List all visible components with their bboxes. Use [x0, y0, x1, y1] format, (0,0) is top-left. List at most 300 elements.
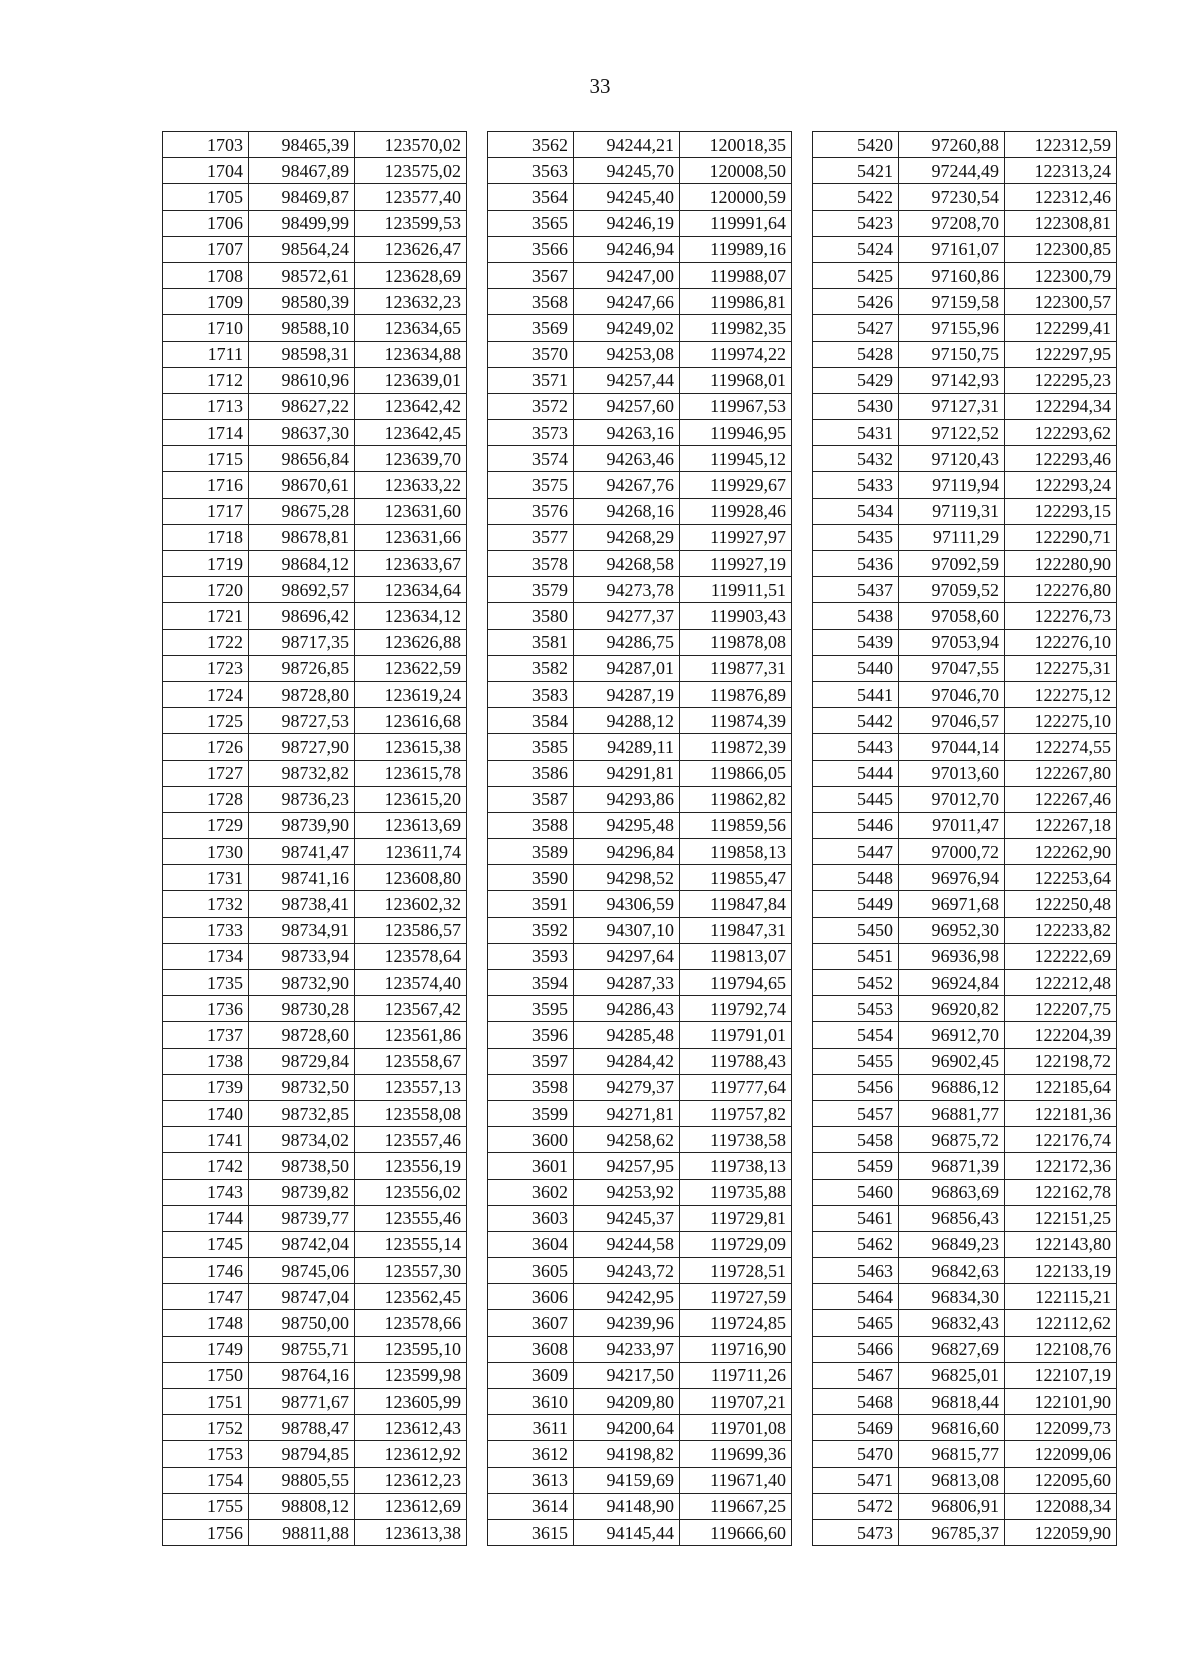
y-coordinate-cell: 119989,16: [680, 236, 792, 262]
point-number-cell: 1723: [163, 655, 249, 681]
y-coordinate-cell: 123632,23: [355, 289, 467, 315]
point-number-cell: 3579: [488, 577, 574, 603]
table-row: [813, 498, 1117, 524]
x-coordinate-cell: 97142,93: [899, 367, 1005, 393]
y-coordinate-cell: 123570,02: [355, 132, 467, 158]
table-row: [163, 1441, 467, 1467]
table-row: [163, 262, 467, 288]
y-coordinate-cell: 119859,56: [680, 812, 792, 838]
y-coordinate-cell: 123574,40: [355, 970, 467, 996]
x-coordinate-cell: 97059,52: [899, 577, 1005, 603]
table-row: [163, 367, 467, 393]
x-coordinate-cell: 94245,40: [574, 184, 680, 210]
point-number-cell: 1750: [163, 1362, 249, 1388]
x-coordinate-cell: 98598,31: [249, 341, 355, 367]
y-coordinate-cell: 122293,62: [1005, 420, 1117, 446]
x-coordinate-cell: 96871,39: [899, 1153, 1005, 1179]
table-row: [163, 1153, 467, 1179]
point-number-cell: 1735: [163, 970, 249, 996]
x-coordinate-cell: 98717,35: [249, 629, 355, 655]
table-row: [163, 786, 467, 812]
point-number-cell: 3567: [488, 262, 574, 288]
table-row: [488, 1362, 792, 1388]
table-row: [163, 184, 467, 210]
coordinates-table-3: [812, 131, 1117, 1546]
point-number-cell: 3608: [488, 1336, 574, 1362]
point-number-cell: 1741: [163, 1127, 249, 1153]
y-coordinate-cell: 119667,25: [680, 1493, 792, 1519]
table-row: [163, 1493, 467, 1519]
point-number-cell: 5454: [813, 1022, 899, 1048]
table-row: [488, 472, 792, 498]
y-coordinate-cell: 123558,67: [355, 1048, 467, 1074]
point-number-cell: 1751: [163, 1389, 249, 1415]
point-number-cell: 5440: [813, 655, 899, 681]
x-coordinate-cell: 97159,58: [899, 289, 1005, 315]
table-row: [488, 1389, 792, 1415]
point-number-cell: 5460: [813, 1179, 899, 1205]
x-coordinate-cell: 94267,76: [574, 472, 680, 498]
x-coordinate-cell: 96827,69: [899, 1336, 1005, 1362]
table-row: [813, 1519, 1117, 1545]
point-number-cell: 1716: [163, 472, 249, 498]
point-number-cell: 5424: [813, 236, 899, 262]
point-number-cell: 1745: [163, 1231, 249, 1257]
y-coordinate-cell: 119794,65: [680, 970, 792, 996]
y-coordinate-cell: 119874,39: [680, 708, 792, 734]
table-row: [488, 210, 792, 236]
table-row: [813, 1441, 1117, 1467]
x-coordinate-cell: 98588,10: [249, 315, 355, 341]
x-coordinate-cell: 98805,55: [249, 1467, 355, 1493]
table-row: [488, 786, 792, 812]
table-row: [813, 393, 1117, 419]
table-row: [163, 132, 467, 158]
x-coordinate-cell: 98734,91: [249, 917, 355, 943]
point-number-cell: 1707: [163, 236, 249, 262]
x-coordinate-cell: 98692,57: [249, 577, 355, 603]
y-coordinate-cell: 119699,36: [680, 1441, 792, 1467]
y-coordinate-cell: 123642,42: [355, 393, 467, 419]
y-coordinate-cell: 119847,31: [680, 917, 792, 943]
point-number-cell: 5438: [813, 603, 899, 629]
x-coordinate-cell: 94279,37: [574, 1074, 680, 1100]
y-coordinate-cell: 123639,70: [355, 446, 467, 472]
x-coordinate-cell: 94198,82: [574, 1441, 680, 1467]
point-number-cell: 3570: [488, 341, 574, 367]
x-coordinate-cell: 96813,08: [899, 1467, 1005, 1493]
table-row: [163, 1127, 467, 1153]
table-row: [488, 655, 792, 681]
x-coordinate-cell: 98734,02: [249, 1127, 355, 1153]
point-number-cell: 1733: [163, 917, 249, 943]
y-coordinate-cell: 122204,39: [1005, 1022, 1117, 1048]
x-coordinate-cell: 94298,52: [574, 865, 680, 891]
y-coordinate-cell: 123613,38: [355, 1519, 467, 1545]
x-coordinate-cell: 94247,00: [574, 262, 680, 288]
table-row: [488, 970, 792, 996]
point-number-cell: 1715: [163, 446, 249, 472]
point-number-cell: 1710: [163, 315, 249, 341]
y-coordinate-cell: 123586,57: [355, 917, 467, 943]
x-coordinate-cell: 98736,23: [249, 786, 355, 812]
x-coordinate-cell: 98730,28: [249, 996, 355, 1022]
x-coordinate-cell: 94159,69: [574, 1467, 680, 1493]
x-coordinate-cell: 96832,43: [899, 1310, 1005, 1336]
y-coordinate-cell: 122198,72: [1005, 1048, 1117, 1074]
point-number-cell: 5448: [813, 865, 899, 891]
y-coordinate-cell: 122099,06: [1005, 1441, 1117, 1467]
table-row: [813, 1153, 1117, 1179]
y-coordinate-cell: 119791,01: [680, 1022, 792, 1048]
table-row: [163, 760, 467, 786]
y-coordinate-cell: 120000,59: [680, 184, 792, 210]
x-coordinate-cell: 94145,44: [574, 1519, 680, 1545]
y-coordinate-cell: 120018,35: [680, 132, 792, 158]
point-number-cell: 3613: [488, 1467, 574, 1493]
y-coordinate-cell: 119927,19: [680, 551, 792, 577]
x-coordinate-cell: 97012,70: [899, 786, 1005, 812]
point-number-cell: 5471: [813, 1467, 899, 1493]
table-row: [163, 1310, 467, 1336]
y-coordinate-cell: 123567,42: [355, 996, 467, 1022]
point-number-cell: 5456: [813, 1074, 899, 1100]
y-coordinate-cell: 122222,69: [1005, 943, 1117, 969]
point-number-cell: 5441: [813, 681, 899, 707]
y-coordinate-cell: 123634,65: [355, 315, 467, 341]
x-coordinate-cell: 98739,77: [249, 1205, 355, 1231]
table-row: [813, 1074, 1117, 1100]
table-row: [163, 158, 467, 184]
table-row: [813, 865, 1117, 891]
y-coordinate-cell: 122275,10: [1005, 708, 1117, 734]
y-coordinate-cell: 119929,67: [680, 472, 792, 498]
x-coordinate-cell: 98726,85: [249, 655, 355, 681]
point-number-cell: 5434: [813, 498, 899, 524]
table-row: [813, 262, 1117, 288]
y-coordinate-cell: 119855,47: [680, 865, 792, 891]
point-number-cell: 1718: [163, 524, 249, 550]
point-number-cell: 3609: [488, 1362, 574, 1388]
x-coordinate-cell: 98684,12: [249, 551, 355, 577]
coordinates-table-1: [162, 131, 467, 1546]
y-coordinate-cell: 123634,12: [355, 603, 467, 629]
x-coordinate-cell: 98755,71: [249, 1336, 355, 1362]
y-coordinate-cell: 119945,12: [680, 446, 792, 472]
table-row: [163, 551, 467, 577]
point-number-cell: 1755: [163, 1493, 249, 1519]
y-coordinate-cell: 122099,73: [1005, 1415, 1117, 1441]
x-coordinate-cell: 97155,96: [899, 315, 1005, 341]
table-row: [488, 262, 792, 288]
point-number-cell: 1753: [163, 1441, 249, 1467]
x-coordinate-cell: 98808,12: [249, 1493, 355, 1519]
table-row: [488, 708, 792, 734]
y-coordinate-cell: 123613,69: [355, 812, 467, 838]
y-coordinate-cell: 119988,07: [680, 262, 792, 288]
y-coordinate-cell: 119738,58: [680, 1127, 792, 1153]
x-coordinate-cell: 98741,16: [249, 865, 355, 891]
x-coordinate-cell: 98794,85: [249, 1441, 355, 1467]
point-number-cell: 1754: [163, 1467, 249, 1493]
y-coordinate-cell: 123615,20: [355, 786, 467, 812]
x-coordinate-cell: 98675,28: [249, 498, 355, 524]
y-coordinate-cell: 123615,38: [355, 734, 467, 760]
point-number-cell: 5446: [813, 812, 899, 838]
point-number-cell: 1709: [163, 289, 249, 315]
x-coordinate-cell: 94287,01: [574, 655, 680, 681]
x-coordinate-cell: 94257,44: [574, 367, 680, 393]
table-row: [488, 1022, 792, 1048]
point-number-cell: 1719: [163, 551, 249, 577]
y-coordinate-cell: 122253,64: [1005, 865, 1117, 891]
point-number-cell: 3611: [488, 1415, 574, 1441]
table-row: [488, 420, 792, 446]
y-coordinate-cell: 123602,32: [355, 891, 467, 917]
x-coordinate-cell: 98727,53: [249, 708, 355, 734]
table-row: [488, 132, 792, 158]
table-row: [488, 498, 792, 524]
point-number-cell: 5455: [813, 1048, 899, 1074]
table-row: [813, 158, 1117, 184]
point-number-cell: 3588: [488, 812, 574, 838]
table-row: [163, 446, 467, 472]
table-row: [813, 1127, 1117, 1153]
point-number-cell: 3606: [488, 1284, 574, 1310]
point-number-cell: 1724: [163, 681, 249, 707]
point-number-cell: 5442: [813, 708, 899, 734]
x-coordinate-cell: 94277,37: [574, 603, 680, 629]
table-row: [813, 839, 1117, 865]
x-coordinate-cell: 94257,60: [574, 393, 680, 419]
table-row: [488, 289, 792, 315]
point-number-cell: 1744: [163, 1205, 249, 1231]
point-number-cell: 3604: [488, 1231, 574, 1257]
table-row: [488, 1153, 792, 1179]
x-coordinate-cell: 94239,96: [574, 1310, 680, 1336]
x-coordinate-cell: 96863,69: [899, 1179, 1005, 1205]
point-number-cell: 5422: [813, 184, 899, 210]
point-number-cell: 3566: [488, 236, 574, 262]
x-coordinate-cell: 98564,24: [249, 236, 355, 262]
x-coordinate-cell: 94243,72: [574, 1258, 680, 1284]
x-coordinate-cell: 94286,75: [574, 629, 680, 655]
table-row: [163, 603, 467, 629]
x-coordinate-cell: 94287,19: [574, 681, 680, 707]
x-coordinate-cell: 94209,80: [574, 1389, 680, 1415]
y-coordinate-cell: 119847,84: [680, 891, 792, 917]
y-coordinate-cell: 122088,34: [1005, 1493, 1117, 1519]
y-coordinate-cell: 122207,75: [1005, 996, 1117, 1022]
table-row: [488, 1310, 792, 1336]
table-row: [163, 655, 467, 681]
x-coordinate-cell: 98732,90: [249, 970, 355, 996]
table-row: [488, 577, 792, 603]
y-coordinate-cell: 122300,85: [1005, 236, 1117, 262]
y-coordinate-cell: 119878,08: [680, 629, 792, 655]
x-coordinate-cell: 94273,78: [574, 577, 680, 603]
x-coordinate-cell: 94285,48: [574, 1022, 680, 1048]
x-coordinate-cell: 94297,64: [574, 943, 680, 969]
page-number: 33: [589, 74, 611, 98]
table-row: [813, 943, 1117, 969]
point-number-cell: 1739: [163, 1074, 249, 1100]
y-coordinate-cell: 123561,86: [355, 1022, 467, 1048]
table-row: [163, 734, 467, 760]
x-coordinate-cell: 98580,39: [249, 289, 355, 315]
x-coordinate-cell: 97044,14: [899, 734, 1005, 760]
x-coordinate-cell: 94291,81: [574, 760, 680, 786]
x-coordinate-cell: 97013,60: [899, 760, 1005, 786]
y-coordinate-cell: 123622,59: [355, 655, 467, 681]
y-coordinate-cell: 123633,22: [355, 472, 467, 498]
y-coordinate-cell: 123612,92: [355, 1441, 467, 1467]
table-row: [488, 1284, 792, 1310]
table-row: [488, 1467, 792, 1493]
table-row: [813, 1048, 1117, 1074]
table-row: [163, 1179, 467, 1205]
point-number-cell: 3564: [488, 184, 574, 210]
point-number-cell: 5430: [813, 393, 899, 419]
x-coordinate-cell: 94306,59: [574, 891, 680, 917]
y-coordinate-cell: 119707,21: [680, 1389, 792, 1415]
y-coordinate-cell: 123555,14: [355, 1231, 467, 1257]
x-coordinate-cell: 97000,72: [899, 839, 1005, 865]
point-number-cell: 3582: [488, 655, 574, 681]
table-row: [813, 629, 1117, 655]
y-coordinate-cell: 119738,13: [680, 1153, 792, 1179]
y-coordinate-cell: 122059,90: [1005, 1519, 1117, 1545]
x-coordinate-cell: 96785,37: [899, 1519, 1005, 1545]
point-number-cell: 5465: [813, 1310, 899, 1336]
x-coordinate-cell: 94253,92: [574, 1179, 680, 1205]
point-number-cell: 5437: [813, 577, 899, 603]
point-number-cell: 1749: [163, 1336, 249, 1362]
point-number-cell: 1708: [163, 262, 249, 288]
x-coordinate-cell: 97120,43: [899, 446, 1005, 472]
table-row: [488, 1100, 792, 1126]
y-coordinate-cell: 119729,81: [680, 1205, 792, 1231]
point-number-cell: 1721: [163, 603, 249, 629]
table-row: [488, 734, 792, 760]
table-row: [813, 446, 1117, 472]
table-row: [813, 655, 1117, 681]
y-coordinate-cell: 120008,50: [680, 158, 792, 184]
x-coordinate-cell: 94244,21: [574, 132, 680, 158]
y-coordinate-cell: 122276,10: [1005, 629, 1117, 655]
y-coordinate-cell: 123578,64: [355, 943, 467, 969]
x-coordinate-cell: 97230,54: [899, 184, 1005, 210]
x-coordinate-cell: 94263,16: [574, 420, 680, 446]
x-coordinate-cell: 96842,63: [899, 1258, 1005, 1284]
y-coordinate-cell: 123558,08: [355, 1100, 467, 1126]
table-row: [163, 1231, 467, 1257]
x-coordinate-cell: 98656,84: [249, 446, 355, 472]
x-coordinate-cell: 96881,77: [899, 1100, 1005, 1126]
y-coordinate-cell: 122276,80: [1005, 577, 1117, 603]
table-row: [813, 681, 1117, 707]
x-coordinate-cell: 96856,43: [899, 1205, 1005, 1231]
point-number-cell: 3593: [488, 943, 574, 969]
point-number-cell: 5473: [813, 1519, 899, 1545]
y-coordinate-cell: 122274,55: [1005, 734, 1117, 760]
table-row: [813, 708, 1117, 734]
table-row: [813, 132, 1117, 158]
y-coordinate-cell: 119728,51: [680, 1258, 792, 1284]
table-row: [813, 420, 1117, 446]
point-number-cell: 3590: [488, 865, 574, 891]
point-number-cell: 5463: [813, 1258, 899, 1284]
x-coordinate-cell: 97127,31: [899, 393, 1005, 419]
point-number-cell: 5445: [813, 786, 899, 812]
y-coordinate-cell: 119903,43: [680, 603, 792, 629]
point-number-cell: 1706: [163, 210, 249, 236]
table-row: [488, 1258, 792, 1284]
point-number-cell: 3615: [488, 1519, 574, 1545]
point-number-cell: 1732: [163, 891, 249, 917]
point-number-cell: 3575: [488, 472, 574, 498]
table-row: [488, 393, 792, 419]
y-coordinate-cell: 123595,10: [355, 1336, 467, 1362]
table-row: [488, 891, 792, 917]
x-coordinate-cell: 98467,89: [249, 158, 355, 184]
y-coordinate-cell: 119735,88: [680, 1179, 792, 1205]
point-number-cell: 3583: [488, 681, 574, 707]
point-number-cell: 5436: [813, 551, 899, 577]
x-coordinate-cell: 97150,75: [899, 341, 1005, 367]
y-coordinate-cell: 123612,43: [355, 1415, 467, 1441]
y-coordinate-cell: 122275,12: [1005, 681, 1117, 707]
point-number-cell: 5452: [813, 970, 899, 996]
point-number-cell: 3574: [488, 446, 574, 472]
y-coordinate-cell: 119946,95: [680, 420, 792, 446]
y-coordinate-cell: 119666,60: [680, 1519, 792, 1545]
point-number-cell: 1731: [163, 865, 249, 891]
x-coordinate-cell: 97111,29: [899, 524, 1005, 550]
table-row: [488, 629, 792, 655]
point-number-cell: 3592: [488, 917, 574, 943]
table-row: [163, 1415, 467, 1441]
x-coordinate-cell: 98696,42: [249, 603, 355, 629]
point-number-cell: 1703: [163, 132, 249, 158]
table-row: [488, 1519, 792, 1545]
point-number-cell: 5451: [813, 943, 899, 969]
x-coordinate-cell: 96952,30: [899, 917, 1005, 943]
table-row: [488, 315, 792, 341]
x-coordinate-cell: 96936,98: [899, 943, 1005, 969]
x-coordinate-cell: 94249,02: [574, 315, 680, 341]
x-coordinate-cell: 94246,19: [574, 210, 680, 236]
x-coordinate-cell: 98742,04: [249, 1231, 355, 1257]
table-row: [488, 367, 792, 393]
y-coordinate-cell: 122101,90: [1005, 1389, 1117, 1415]
x-coordinate-cell: 94148,90: [574, 1493, 680, 1519]
x-coordinate-cell: 94287,33: [574, 970, 680, 996]
y-coordinate-cell: 123578,66: [355, 1310, 467, 1336]
table-row: [813, 1336, 1117, 1362]
point-number-cell: 3578: [488, 551, 574, 577]
table-row: [813, 1284, 1117, 1310]
point-number-cell: 5466: [813, 1336, 899, 1362]
point-number-cell: 3600: [488, 1127, 574, 1153]
point-number-cell: 5464: [813, 1284, 899, 1310]
x-coordinate-cell: 96912,70: [899, 1022, 1005, 1048]
y-coordinate-cell: 122299,41: [1005, 315, 1117, 341]
x-coordinate-cell: 97046,57: [899, 708, 1005, 734]
point-number-cell: 3586: [488, 760, 574, 786]
table-row: [813, 236, 1117, 262]
table-row: [488, 917, 792, 943]
